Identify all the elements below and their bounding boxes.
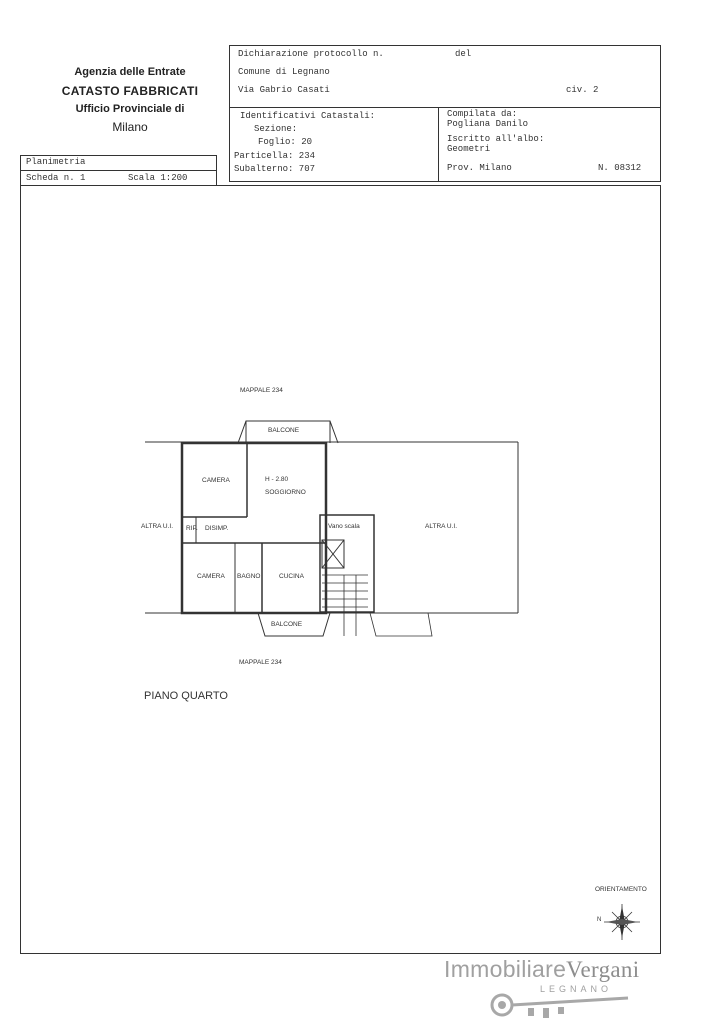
compass-icon xyxy=(596,902,644,942)
protocol-label: Dichiarazione protocollo n. xyxy=(238,49,384,59)
camera-1-label: CAMERA xyxy=(202,477,230,484)
apartment-walls xyxy=(182,443,326,613)
particella-label: Particella: 234 xyxy=(234,151,316,161)
prov-label: Prov. Milano xyxy=(447,163,512,173)
albo-number: N. 08312 xyxy=(598,163,642,173)
compiler-name: Pogliana Danilo xyxy=(447,119,529,129)
orientation-label: ORIENTAMENTO xyxy=(595,886,647,893)
altra-right-label: ALTRA U.I. xyxy=(425,523,458,530)
del-label: del xyxy=(455,49,472,59)
vano-scala-label: Vano scala xyxy=(328,523,360,530)
camera-2-label: CAMERA xyxy=(197,573,225,580)
comune-label: Comune di Legnano xyxy=(238,67,330,77)
albo-label: Geometri xyxy=(447,144,491,154)
soggiorno-label: SOGGIORNO xyxy=(265,489,306,496)
watermark-city: LEGNANO xyxy=(540,984,613,994)
agency-name: Agenzia delle Entrate xyxy=(74,66,186,78)
catasto-title: CATASTO FABBRICATI xyxy=(61,84,199,98)
watermark-brand-1: Immobiliare xyxy=(444,956,567,982)
rip-label: RIP. xyxy=(186,525,198,532)
foglio-label: Foglio: 20 xyxy=(258,137,313,147)
balcony-top-label: BALCONE xyxy=(268,427,300,434)
scheda-label: Scheda n. 1 xyxy=(26,173,86,183)
room-height-label: H - 2.80 xyxy=(265,476,289,483)
balcony-bottom-label: BALCONE xyxy=(271,621,303,628)
scala-label: Scala 1:200 xyxy=(128,173,188,183)
iscritto-label: Iscritto all'albo: xyxy=(447,134,545,144)
ufficio-label: Ufficio Provinciale di xyxy=(75,103,185,115)
compiled-by-label: Compilata da: xyxy=(447,109,518,119)
ufficio-city: Milano xyxy=(112,120,148,134)
key-icon xyxy=(488,988,638,1022)
address-label: Via Gabrio Casati xyxy=(238,85,330,95)
altra-left-label: ALTRA U.I. xyxy=(141,523,174,530)
watermark-logo xyxy=(444,956,639,983)
bagno-label: BAGNO xyxy=(237,573,261,580)
planimetria-title: Planimetria xyxy=(26,157,86,167)
identifiers-title: Identificativi Catastali: xyxy=(240,111,376,121)
sezione-label: Sezione: xyxy=(254,124,298,134)
compass-north-label: N xyxy=(597,917,602,923)
mappale-bottom-label: MAPPALE 234 xyxy=(239,659,282,666)
disimp-label: DISIMP. xyxy=(205,525,229,532)
mappale-top-label: MAPPALE 234 xyxy=(240,387,283,394)
civ-label: civ. 2 xyxy=(566,85,599,95)
cucina-label: CUCINA xyxy=(279,573,304,580)
floor-label: PIANO QUARTO xyxy=(144,690,228,702)
subalterno-label: Subalterno: 707 xyxy=(234,164,316,174)
watermark-brand-2: Vergani xyxy=(566,957,640,982)
